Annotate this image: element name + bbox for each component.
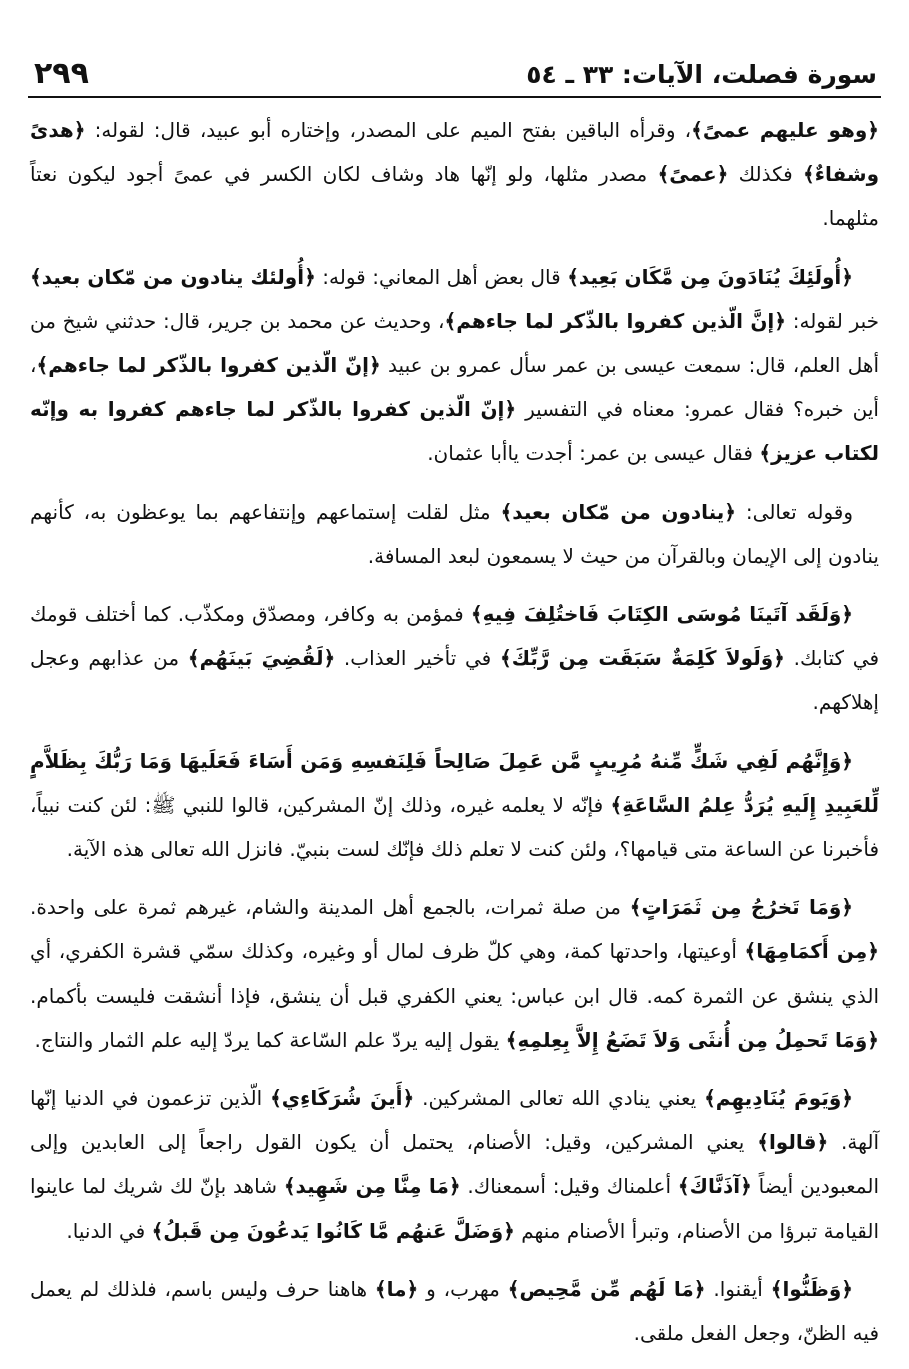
quran-quote: ﴿أُولَئِكَ يُنَادَونَ مِن مَّكَان بَعِيد﴾ [567,264,853,289]
quran-quote: ﴿عمىً﴾ [657,162,729,187]
commentary-text: شاهد بإنّ لك شريك لما عاينوا القيامة تبرؤا من الأصنام، وتبرأ الأصنام منهم [30,1174,879,1243]
commentary-text: هاهنا حرف وليس باسم، فلذلك لم يعمل فيه الظنّ، وجعل الفعل ملقى. [30,1276,879,1346]
quran-quote: ﴿لَقُضِيَ بَينَهُم﴾ [187,646,336,671]
quran-quote: ﴿مِن أَكمَامِهَا﴾ [744,939,879,964]
paragraph [30,108,879,241]
commentary-text: من عذابهم وعجل إهلاكهم. [30,646,879,715]
commentary-text: يعني المشركين، وقيل: الأصنام، يحتمل أن يكون القول راجعاً إلى العابدين وإلى المعبودين أيضاً [30,1130,880,1199]
commentary-text: يعني ينادي الله تعالى المشركين. [414,1086,705,1111]
commentary-text: الّذين تزعمون في الدنيا إنّها آلهة. [30,1086,879,1155]
quran-quote: ﴿وَلَولاَ كَلِمَةٌ سَبَقَت مِن رَّبِّكَ﴾ [499,646,785,671]
paragraph [30,255,879,476]
quran-quote: ﴿ما﴾ [374,1276,419,1301]
commentary-text: فإنّه لا يعلمه غيره، وذلك إنّ المشركين، قالوا للنبي ﷺ: لئن كنت نبياً، فأخبرنا عن الساعة متى قيامها؟، ولئن كنت لا تعلم ذلك فإنّك لست بنبيّ. فانزل الله تعالى هذه الآية. [30,792,879,862]
commentary-text: في تأخير العذاب. [335,646,500,671]
commentary-text: أوعيتها، واحدتها كمة، وهي كلّ ظرف لمال أو وغيره، وكذلك سمّي قشرة الكفري، أي الذي ينشق عن الثمرة كمه. قال ابن عباس: يعني الكفري قبل أن ينشق، فإذا أنشقت فليست بأكمام. [30,939,879,1008]
quran-quote: ﴿وَيَومَ يُنَادِيهِم﴾ [704,1086,854,1111]
commentary-text: مثل لقلت إستماعهم وإنتفاعهم بما يوعظون به، كأنهم ينادون إلى الإيمان وبالقرآن من حيث لا يسمعون لبعد المسافة. [30,499,879,568]
quran-quote: ﴿وَلَقَد آتَينَا مُوسَى الكِتَابَ فَاختُلِفَ فِيهِ﴾ [470,602,853,627]
quran-quote: ﴿مَا لَهُم مِّن مَّحِيص﴾ [507,1276,706,1301]
body-text [30,108,879,1369]
commentary-text: فمؤمن به وكافر، ومصدّق ومكذّب. كما أختلف قومك في كتابك. [30,602,880,671]
commentary-text: أيقنوا. [705,1276,771,1301]
commentary-text: خبر لقوله: [786,308,880,333]
quran-quote: ﴿وَمَا تَحمِلُ مِن أُنثَى وَلاَ تَضَعُ إِلاَّ بِعِلمِهِ﴾ [505,1027,879,1052]
paragraph [30,739,879,872]
running-title: سورة فصلت، الآيات: ٣٣ ـ ٥٤ [526,60,877,89]
commentary-text: وقوله تعالى: [736,499,854,524]
quran-quote: ﴿وَمَا تَخرُجُ مِن ثَمَرَاتٍ﴾ [629,895,854,920]
commentary-text: ، وحديث عن محمد بن جرير، قال: حدثني شيخ من أهل العلم، قال: سمعت عيسى بن عمر سأل عمرو بن عبيد [30,308,879,378]
quran-quote: ﴿هدىً وشفاءٌ﴾ [30,118,879,187]
quran-quote: ﴿إنّ الّذين كفروا بالذّكر لما جاءهم كفروا به وإنّه لكتاب عزيز﴾ [30,397,879,466]
commentary-text: أعلمناك وقيل: أسمعناك. [460,1174,678,1199]
page-header [28,52,881,98]
page-number: ٢٩٩ [34,56,89,91]
quran-quote: ﴿آذَنَّاكَ﴾ [677,1174,752,1199]
quran-quote: ﴿وَظَنُّوا﴾ [770,1276,853,1301]
paragraph [30,1267,879,1355]
quran-quote: ﴿مَا مِنَّا مِن شَهِيد﴾ [283,1174,461,1199]
quran-quote: ﴿أَينَ شُرَكَاءِي﴾ [270,1086,415,1111]
paragraph [30,592,879,725]
quran-quote: ﴿قالوا﴾ [757,1130,829,1155]
commentary-text: ، أين خبره؟ فقال عمرو: معناه في التفسير [30,353,879,422]
commentary-text: فقال عيسى بن عمر: أجدت ياأبا عثمان. [427,441,760,466]
quran-quote: ﴿ينادون من مّكان بعيد﴾ [500,499,736,524]
commentary-text: من صلة ثمرات، بالجمع أهل المدينة والشام، غيرهم ثمرة على واحدة. [30,895,630,920]
quran-quote: ﴿وَإِنَّهُم لَفِي شَكٍّ مِّنهُ مُرِيبٍ مَّن عَمِلَ صَالِحاً فَلِنَفسِهِ وَمَن أَسَاءَ فَعَلَيهَا وَمَا رَبُّكَ بِظَلاَّمٍ لِّلعَبِيدِ إِلَيهِ يُرَدُّ عِلمُ السَّاعَةِ﴾ [30,748,879,817]
commentary-text: مصدر مثلها، ولو إنّها هاد وشاف لكان الكسر في عمىً أجود ليكون نعتاً مثلهما. [30,162,879,231]
commentary-text: يقول إليه يردّ علم السّاعة كما يردّ إليه علم الثمار والنتاج. [34,1027,506,1052]
commentary-text: ، وقرأه الباقين بفتح الميم على المصدر، وإختاره أبو عبيد، قال: لقوله: [85,118,692,142]
paragraph [30,1076,879,1253]
commentary-text: قال بعض أهل المعاني: قوله: [315,264,568,289]
quran-quote: ﴿أُولئك ينادون من مّكان بعيد﴾ [30,264,316,289]
quran-quote: ﴿وَضَلَّ عَنهُم مَّا كَانُوا يَدعُونَ مِن قَبلُ﴾ [151,1218,515,1243]
commentary-text: مهرب، و [418,1276,508,1301]
paragraph [30,885,879,1062]
quran-quote: ﴿إنَّ الّذين كفروا بالذّكر لما جاءهم﴾ [444,308,787,333]
commentary-text: فكذلك [728,162,804,187]
commentary-text: في الدنيا. [66,1218,152,1243]
quran-quote: ﴿وهو عليهم عمىً﴾ [691,118,879,142]
paragraph [30,490,879,578]
quran-quote: ﴿إنّ الّذين كفروا بالذّكر لما جاءهم﴾ [36,353,381,378]
